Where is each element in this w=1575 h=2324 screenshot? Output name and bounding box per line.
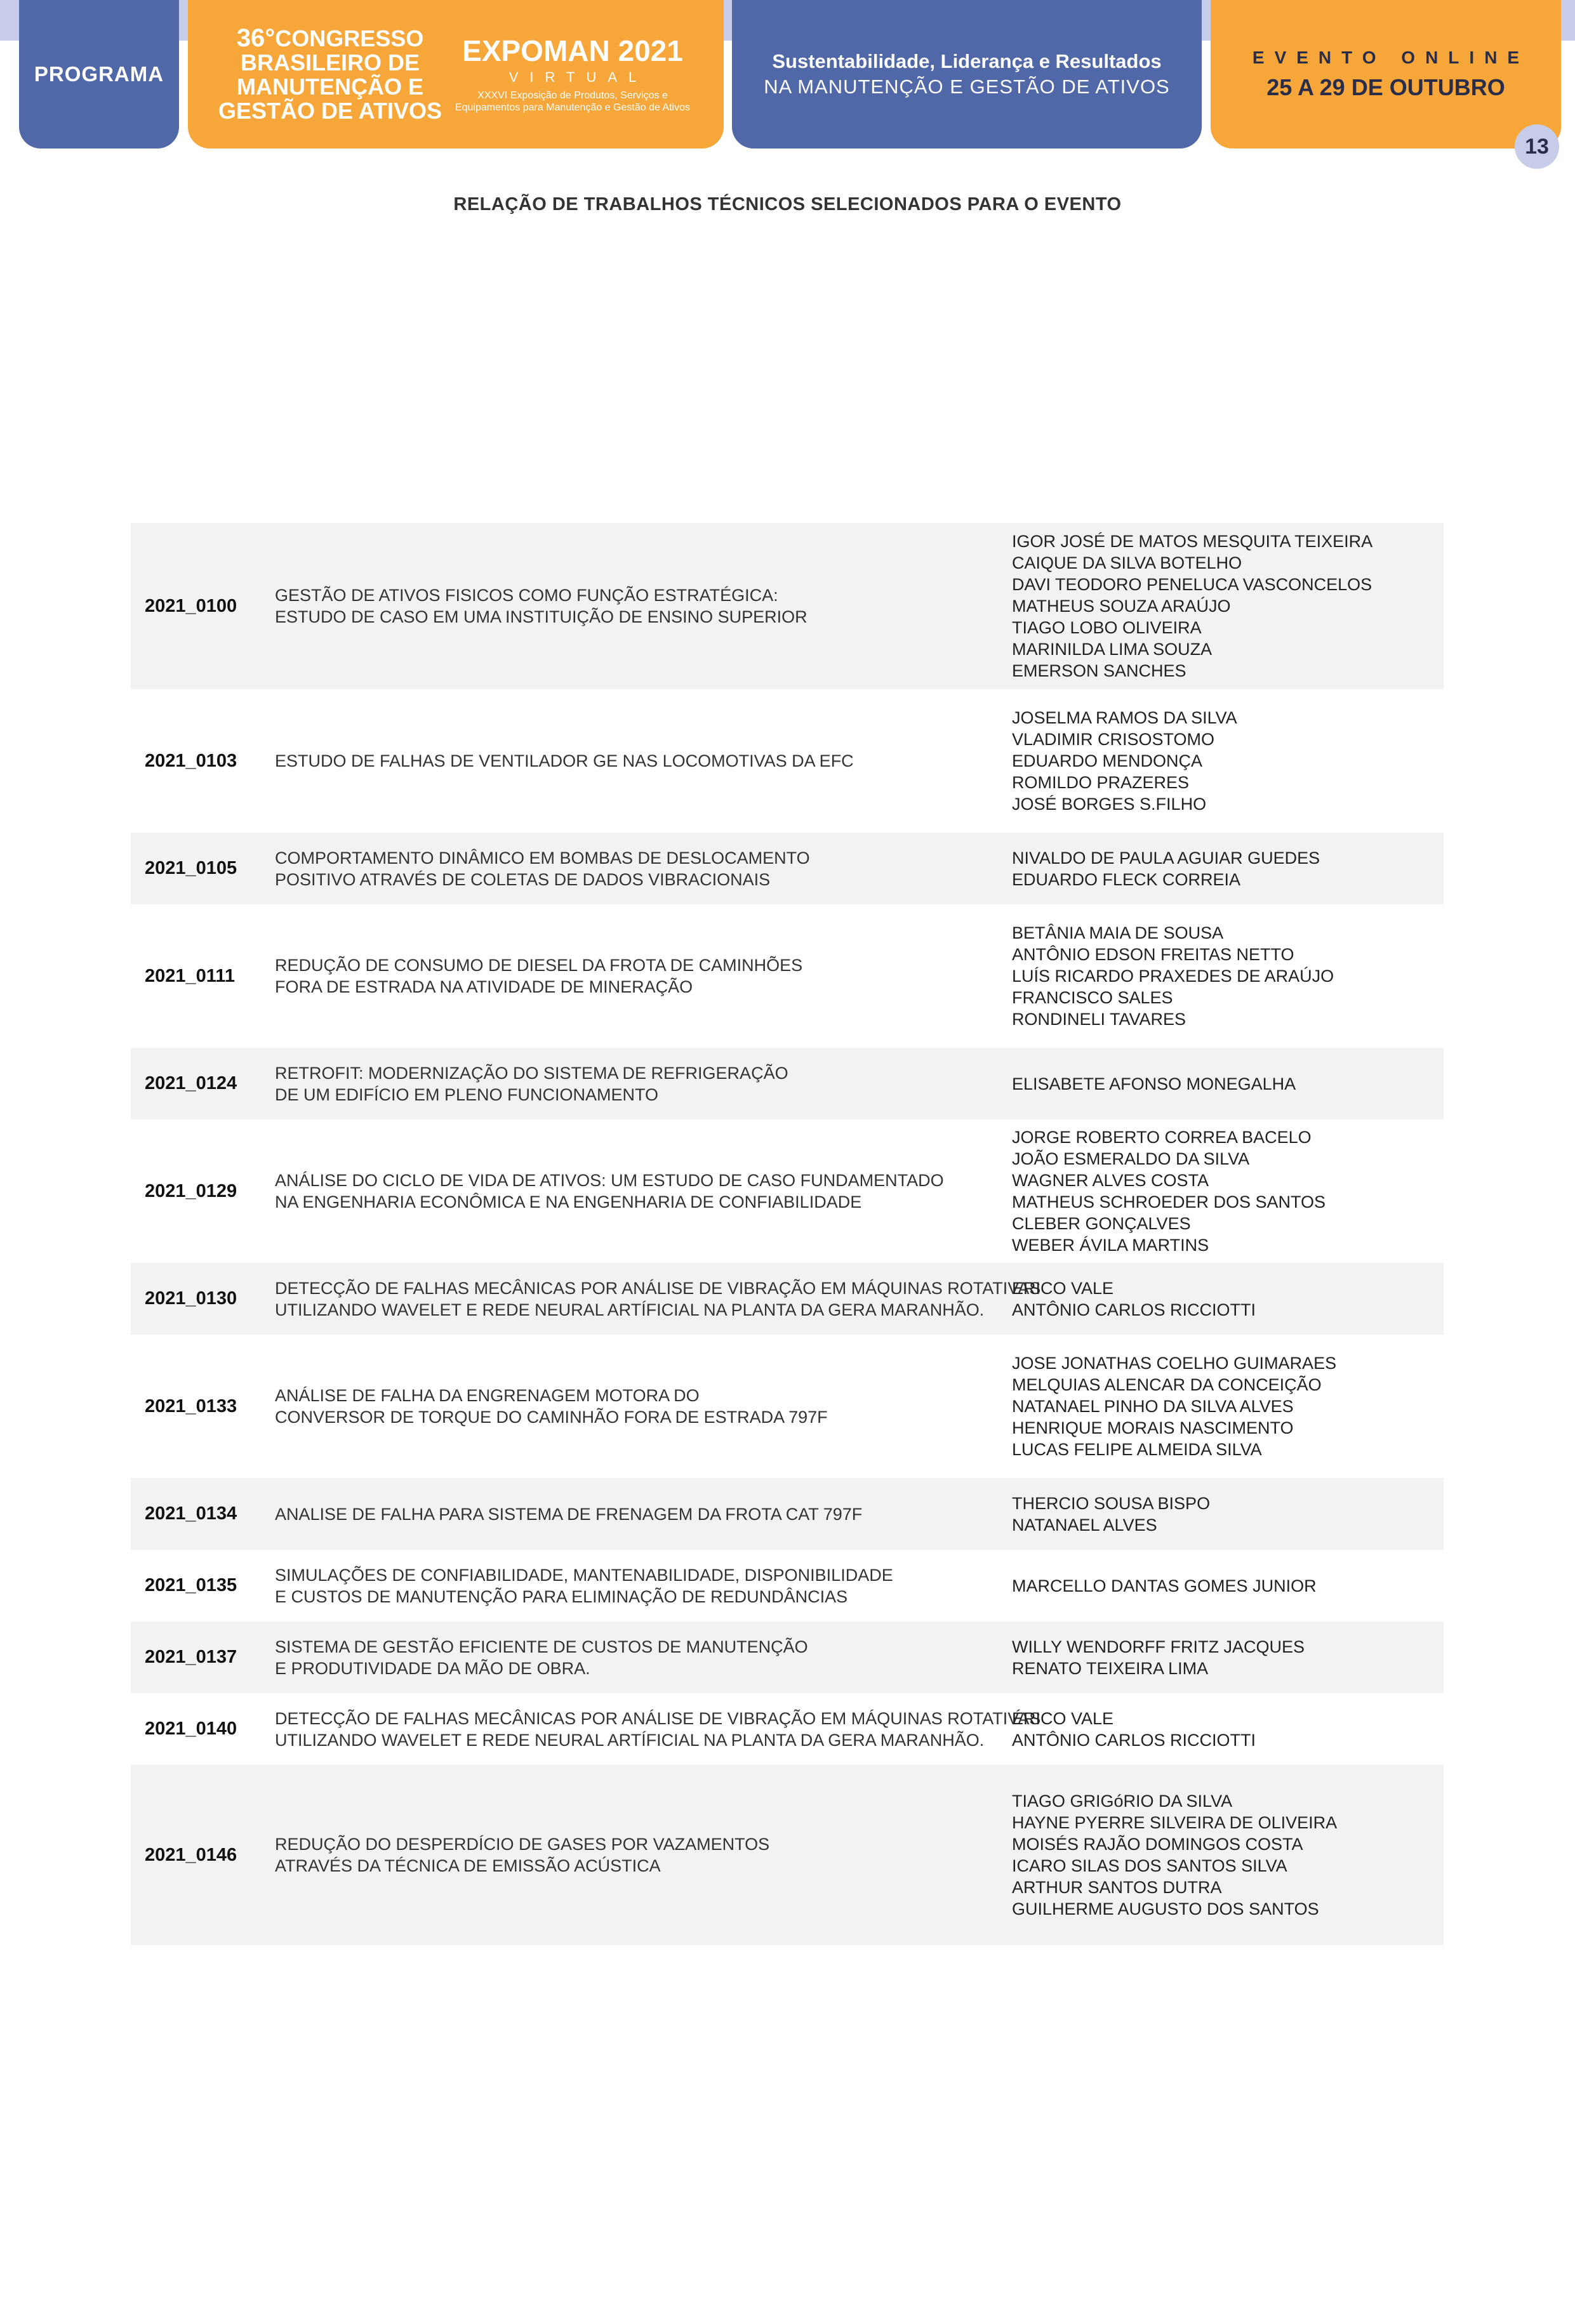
work-title [275,1278,1041,1321]
congresso-line2: BRASILEIRO DE [240,49,420,76]
work-title [275,750,1012,772]
work-id: 2021_0129 [145,1180,237,1201]
author-name: NIVALDO DE PAULA AGUIAR GUEDES [1012,848,1320,868]
programa-tab[interactable] [19,0,179,149]
author-name: ANTÔNIO CARLOS RICCIOTTI [1012,1300,1256,1319]
congresso-line1: CONGRESSO [275,25,424,51]
author-name: ELISABETE AFONSO MONEGALHA [1012,1074,1296,1093]
work-title-line: UTILIZANDO WAVELET E REDE NEURAL ARTÍFICIAL NA PLANTA DA GERA MARANHÃO. [275,1300,985,1319]
author-name: WILLY WENDORFF FRITZ JACQUES [1012,1637,1305,1656]
work-authors [1012,707,1444,815]
work-title-line: E PRODUTIVIDADE DA MÃO DE OBRA. [275,1658,590,1678]
theme-line1: Sustentabilidade, Liderança e Resultados [772,50,1162,72]
work-title-line: REDUÇÃO DE CONSUMO DE DIESEL DA FROTA DE CAMINHÕES [275,956,803,975]
programa-label: PROGRAMA [34,62,164,86]
event-date-banner [1211,0,1561,149]
author-name: JORGE ROBERTO CORREA BACELO [1012,1128,1312,1147]
event-online-label: EVENTO ONLINE [1252,48,1530,67]
author-name: WEBER ÁVILA MARTINS [1012,1236,1209,1255]
work-title-line: E CUSTOS DE MANUTENÇÃO PARA ELIMINAÇÃO DE REDUNDÂNCIAS [275,1587,848,1606]
author-name: TIAGO GRIGóRIO DA SILVA [1012,1792,1233,1811]
author-name: IGOR JOSÉ DE MATOS MESQUITA TEIXEIRA [1012,532,1373,551]
work-title-line: SISTEMA DE GESTÃO EFICIENTE DE CUSTOS DE MANUTENÇÃO [275,1637,808,1656]
work-title-line: POSITIVO ATRAVÉS DE COLETAS DE DADOS VIBRACIONAIS [275,869,771,889]
work-title [275,1503,1012,1525]
author-name: ERICO VALE [1012,1278,1114,1298]
table-row [131,1048,1444,1119]
author-name: CLEBER GONÇALVES [1012,1214,1191,1233]
table-row [131,1550,1444,1621]
work-title [275,954,1012,998]
work-id: 2021_0100 [145,595,237,616]
author-name: GUILHERME AUGUSTO DOS SANTOS [1012,1899,1319,1918]
author-name: CAIQUE DA SILVA BOTELHO [1012,553,1242,572]
author-name: HAYNE PYERRE SILVEIRA DE OLIVEIRA [1012,1813,1338,1832]
author-name: RENATO TEIXEIRA LIMA [1012,1658,1209,1678]
expoman-description: XXXVI Exposição de Produtos, Serviços e Equipamentos para Manutenção e Gestão de Ativos [455,90,690,113]
congresso-line3: MANUTENÇÃO E [237,73,423,100]
author-name: NATANAEL ALVES [1012,1515,1157,1535]
work-id: 2021_0111 [145,965,235,986]
table-row [131,1478,1444,1550]
congresso-line4: GESTÃO DE ATIVOS [218,97,442,124]
work-authors [1012,1575,1444,1597]
work-title-line: DETECÇÃO DE FALHAS MECÂNICAS POR ANÁLISE DE VIBRAÇÃO EM MÁQUINAS ROTATIVAS [275,1708,1041,1728]
work-title-line: NA ENGENHARIA ECONÔMICA E NA ENGENHARIA DE CONFIABILIDADE [275,1192,862,1212]
work-title-line: CONVERSOR DE TORQUE DO CAMINHÃO FORA DE ESTRADA 797F [275,1408,828,1427]
expoman-logo [452,35,693,114]
work-id: 2021_0103 [145,750,237,771]
work-title-line: FORA DE ESTRADA NA ATIVIDADE DE MINERAÇÃO [275,977,693,996]
work-authors [1012,1126,1444,1256]
theme-banner [732,0,1202,149]
work-authors [1012,1493,1444,1536]
work-id: 2021_0124 [145,1073,237,1093]
author-name: HENRIQUE MORAIS NASCIMENTO [1012,1418,1294,1437]
work-authors [1012,922,1444,1030]
work-title-line: ESTUDO DE CASO EM UMA INSTITUIÇÃO DE ENSINO SUPERIOR [275,607,807,626]
congresso-banner [188,0,724,149]
work-title-line: ANÁLISE DO CICLO DE VIDA DE ATIVOS: UM ESTUDO DE CASO FUNDAMENTADO [275,1171,944,1190]
author-name: EDUARDO FLECK CORREIA [1012,869,1241,889]
author-name: ARTHUR SANTOS DUTRA [1012,1878,1222,1897]
work-title [275,1564,1012,1608]
work-authors [1012,531,1444,682]
work-id: 2021_0146 [145,1844,237,1865]
congresso-number: 36° [236,23,276,52]
author-name: WAGNER ALVES COSTA [1012,1171,1209,1190]
work-authors [1012,847,1444,890]
author-name: MELQUIAS ALENCAR DA CONCEIÇÃO [1012,1375,1322,1394]
work-title-line: ANALISE DE FALHA PARA SISTEMA DE FRENAGEM DA FROTA CAT 797F [275,1504,863,1524]
table-row [131,1263,1444,1335]
author-name: ÉRICO VALE [1012,1708,1114,1728]
page-number-badge [1515,124,1559,169]
work-id: 2021_0130 [145,1288,237,1309]
work-title [275,1062,1012,1106]
page-title: RELAÇÃO DE TRABALHOS TÉCNICOS SELECIONADOS PARA O EVENTO [453,194,1122,215]
work-title [275,1708,1041,1751]
expoman-title: EXPOMAN 2021 [462,34,683,67]
table-row [131,1335,1444,1478]
work-authors [1012,1352,1444,1460]
author-name: LUÍS RICARDO PRAXEDES DE ARAÚJO [1012,967,1334,986]
work-id: 2021_0135 [145,1575,237,1595]
author-name: MOISÉS RAJÃO DOMINGOS COSTA [1012,1835,1303,1854]
author-name: RONDINELI TAVARES [1012,1010,1186,1029]
work-title-line: SIMULAÇÕES DE CONFIABILIDADE, MANTENABILIDADE, DISPONIBILIDADE [275,1565,893,1585]
author-name: JOÃO ESMERALDO DA SILVA [1012,1149,1250,1168]
author-name: MARCELLO DANTAS GOMES JUNIOR [1012,1576,1317,1595]
author-name: MATHEUS SCHROEDER DOS SANTOS [1012,1192,1326,1212]
work-authors [1012,1636,1444,1679]
author-name: FRANCISCO SALES [1012,988,1173,1007]
author-name: ICARO SILAS DOS SANTOS SILVA [1012,1856,1287,1875]
work-authors [1012,1790,1444,1920]
work-title [275,847,1012,890]
table-row [131,1119,1444,1263]
event-dates: 25 A 29 DE OUTUBRO [1266,74,1505,100]
work-title-line: ATRAVÉS DA TÉCNICA DE EMISSÃO ACÚSTICA [275,1856,661,1875]
work-id: 2021_0137 [145,1647,237,1667]
page-number: 13 [1525,134,1549,159]
work-title-line: DETECÇÃO DE FALHAS MECÂNICAS POR ANÁLISE DE VIBRAÇÃO EM MÁQUINAS ROTATIVAS [275,1278,1041,1298]
work-id: 2021_0140 [145,1719,237,1739]
work-id: 2021_0105 [145,858,237,878]
work-title [275,584,1012,628]
work-title-line: UTILIZANDO WAVELET E REDE NEURAL ARTÍFICIAL NA PLANTA DA GERA MARANHÃO. [275,1730,985,1750]
work-title [275,1833,1012,1877]
congresso-logo-text [218,23,442,124]
works-table [131,523,1444,1945]
author-name: LUCAS FELIPE ALMEIDA SILVA [1012,1440,1262,1459]
table-row [131,689,1444,833]
theme-line2: NA MANUTENÇÃO E GESTÃO DE ATIVOS [764,76,1170,98]
table-row [131,1621,1444,1693]
author-name: JOSELMA RAMOS DA SILVA [1012,708,1237,727]
table-row [131,1765,1444,1945]
author-name: VLADIMIR CRISOSTOMO [1012,730,1215,749]
work-id: 2021_0133 [145,1396,237,1416]
author-name: MATHEUS SOUZA ARAÚJO [1012,597,1231,616]
author-name: TIAGO LOBO OLIVEIRA [1012,618,1202,637]
author-name: ANTÔNIO EDSON FREITAS NETTO [1012,945,1294,964]
author-name: BETÂNIA MAIA DE SOUSA [1012,923,1224,942]
author-name: EMERSON SANCHES [1012,661,1186,680]
work-title-line: GESTÃO DE ATIVOS FISICOS COMO FUNÇÃO ESTRATÉGICA: [275,586,778,605]
author-name: MARINILDA LIMA SOUZA [1012,640,1213,659]
work-title [275,1385,1012,1428]
work-title-line: ESTUDO DE FALHAS DE VENTILADOR GE NAS LOCOMOTIVAS DA EFC [275,751,854,770]
author-name: JOSE JONATHAS COELHO GUIMARAES [1012,1354,1337,1373]
author-name: DAVI TEODORO PENELUCA VASCONCELOS [1012,575,1372,594]
work-title-line: ANÁLISE DE FALHA DA ENGRENAGEM MOTORA DO [275,1386,700,1405]
work-title-line: REDUÇÃO DO DESPERDÍCIO DE GASES POR VAZAMENTOS [275,1835,770,1854]
work-authors [1012,1073,1444,1095]
work-id: 2021_0134 [145,1503,237,1524]
table-row [131,833,1444,904]
work-title-line: COMPORTAMENTO DINÂMICO EM BOMBAS DE DESLOCAMENTO [275,848,810,868]
work-authors [1012,1708,1444,1751]
author-name: ANTÔNIO CARLOS RICCIOTTI [1012,1730,1256,1750]
work-authors [1012,1278,1444,1321]
expoman-virtual: VIRTUAL [508,69,648,85]
table-row [131,1693,1444,1765]
work-title-line: RETROFIT: MODERNIZAÇÃO DO SISTEMA DE REFRIGERAÇÃO [275,1063,788,1083]
author-name: EDUARDO MENDONÇA [1012,751,1203,770]
author-name: JOSÉ BORGES S.FILHO [1012,795,1207,814]
work-title [275,1170,1012,1213]
table-row [131,904,1444,1048]
author-name: ROMILDO PRAZERES [1012,773,1190,792]
work-title-line: DE UM EDIFÍCIO EM PLENO FUNCIONAMENTO [275,1085,659,1104]
work-title [275,1636,1012,1679]
author-name: THERCIO SOUSA BISPO [1012,1493,1211,1513]
author-name: NATANAEL PINHO DA SILVA ALVES [1012,1397,1294,1416]
table-row [131,523,1444,689]
